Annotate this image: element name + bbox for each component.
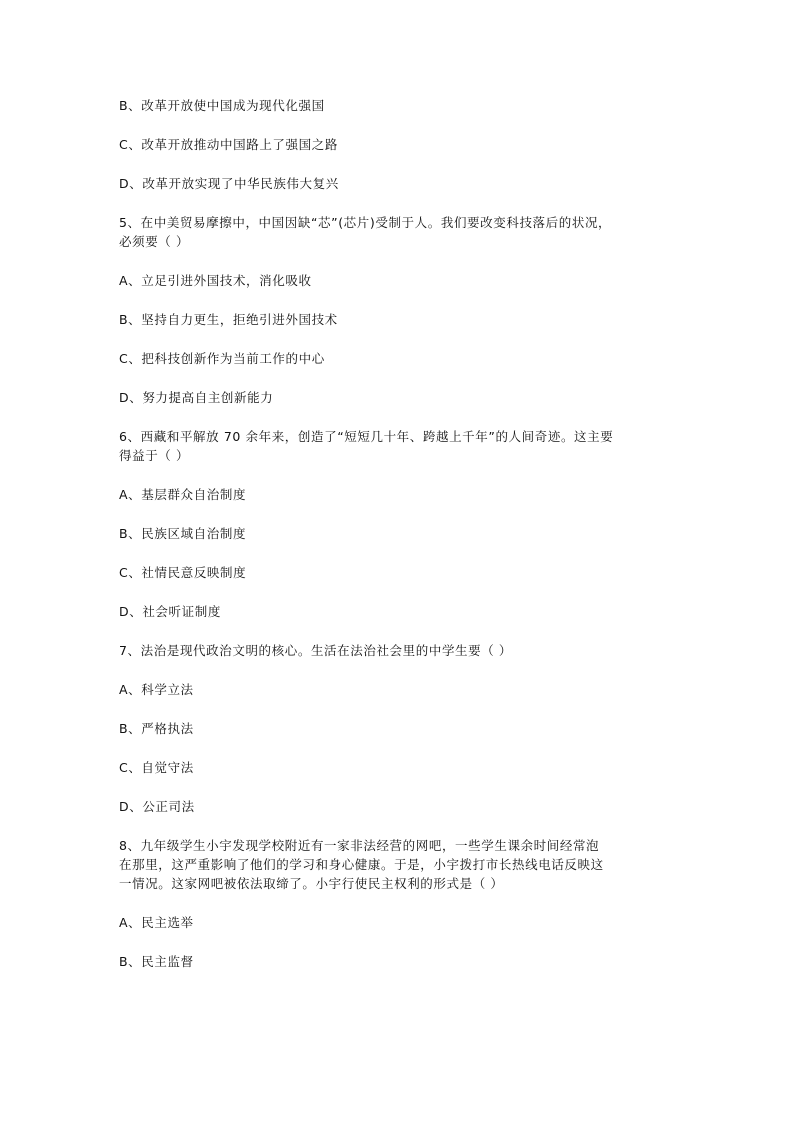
question-5	[119, 213, 679, 251]
option-d-q5: D、努力提高自主创新能力	[119, 390, 274, 405]
question-6-line-2: 得益于（ ）	[119, 448, 190, 463]
option-d-q6: D、社会听证制度	[119, 604, 221, 619]
option-b-q4: B、改革开放使中国成为现代化强国	[119, 98, 325, 113]
option-b-q6: B、民族区域自治制度	[119, 526, 247, 541]
question-6-line-1: 6、西藏和平解放 70 余年来，创造了“短短几十年、跨越上千年”的人间奇迹。这主要	[119, 429, 614, 444]
option-d-q4: D、改革开放实现了中华民族伟大复兴	[119, 176, 339, 191]
option-d-q7: D、公正司法	[119, 799, 195, 814]
option-a-q8: A、民主选举	[119, 915, 194, 930]
option-a-q6: A、基层群众自治制度	[119, 487, 247, 502]
option-c-q4: C、改革开放推动中国路上了强国之路	[119, 137, 338, 152]
question-6	[119, 427, 679, 465]
option-b-q5: B、坚持自力更生，拒绝引进外国技术	[119, 312, 338, 327]
question-7-line-1: 7、法治是现代政治文明的核心。生活在法治社会里的中学生要（ ）	[119, 643, 513, 658]
option-c-q7: C、自觉守法	[119, 760, 194, 775]
question-8-line-3: 一情况。这家网吧被依法取缔了。小宇行使民主权利的形式是（ ）	[119, 876, 504, 891]
question-8-line-1: 8、九年级学生小宇发现学校附近有一家非法经营的网吧，一些学生课余时间经常泡	[119, 838, 600, 853]
question-8	[119, 836, 679, 893]
option-a-q5: A、立足引进外国技术，消化吸收	[119, 273, 312, 288]
option-b-q8: B、民主监督	[119, 954, 194, 969]
question-5-line-2: 必须要（ ）	[119, 234, 190, 249]
option-a-q7: A、科学立法	[119, 682, 194, 697]
option-b-q7: B、严格执法	[119, 721, 194, 736]
option-c-q5: C、把科技创新作为当前工作的中心	[119, 351, 325, 366]
question-8-line-2: 在那里，这严重影响了他们的学习和身心健康。于是，小宇拨打市长热线电话反映这	[119, 857, 604, 872]
question-5-line-1: 5、在中美贸易摩擦中，中国因缺“芯”(芯片)受制于人。我们要改变科技落后的状况，	[119, 215, 612, 230]
question-7	[119, 641, 679, 660]
document-content	[119, 96, 679, 991]
option-c-q6: C、社情民意反映制度	[119, 565, 247, 580]
